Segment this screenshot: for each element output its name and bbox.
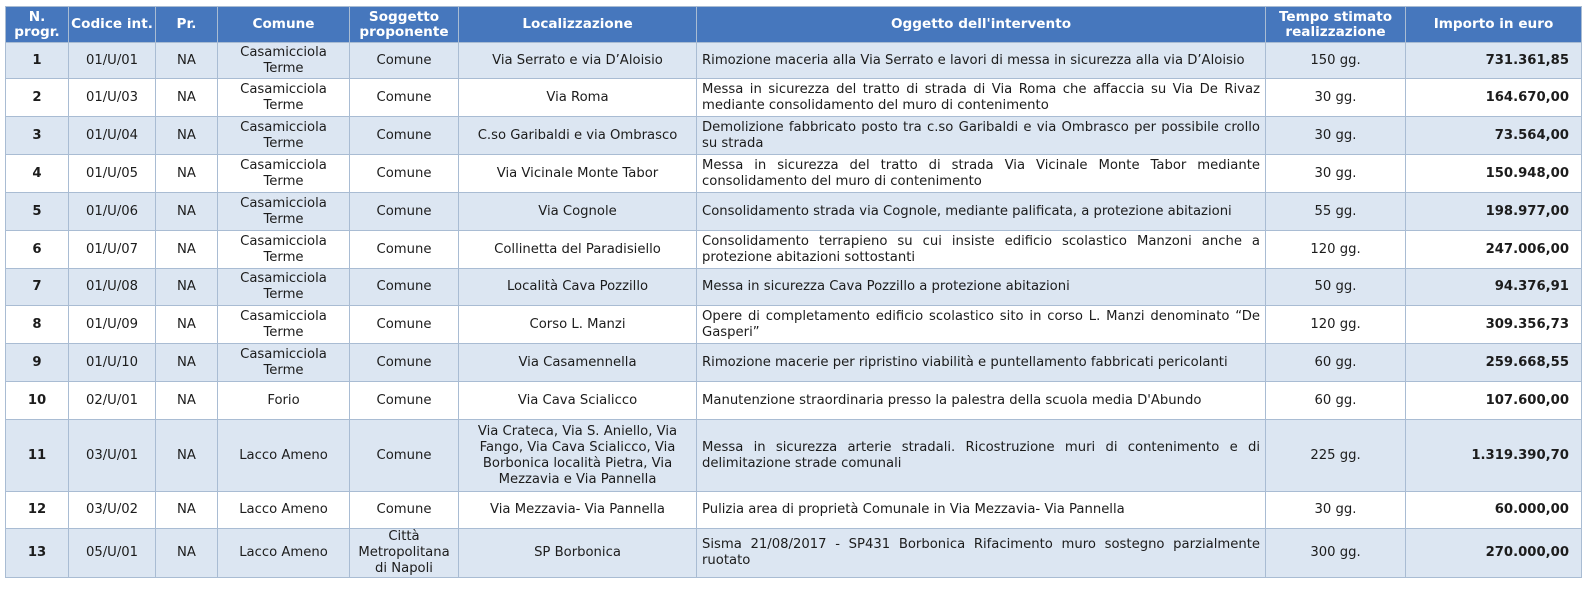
- cell-n-progr: 6: [6, 231, 69, 269]
- header-comune: Comune: [218, 7, 350, 43]
- cell-localizzazione: Via Vicinale Monte Tabor: [459, 155, 697, 193]
- cell-localizzazione: Località Cava Pozzillo: [459, 269, 697, 306]
- cell-comune: Casamicciola Terme: [218, 344, 350, 382]
- cell-tempo: 225 gg.: [1266, 420, 1406, 492]
- cell-oggetto: Messa in sicurezza del tratto di strada Via Vicinale Monte Tabor mediante consolidamento del muro di contenimento: [697, 155, 1266, 193]
- cell-n-progr: 1: [6, 43, 69, 79]
- cell-codice: 01/U/07: [69, 231, 156, 269]
- cell-pr: NA: [156, 117, 218, 155]
- cell-comune: Lacco Ameno: [218, 529, 350, 578]
- cell-comune: Casamicciola Terme: [218, 193, 350, 231]
- cell-importo: 259.668,55: [1406, 344, 1582, 382]
- cell-oggetto: Messa in sicurezza Cava Pozzillo a protezione abitazioni: [697, 269, 1266, 306]
- cell-codice: 03/U/02: [69, 492, 156, 529]
- cell-soggetto: Comune: [350, 420, 459, 492]
- cell-tempo: 300 gg.: [1266, 529, 1406, 578]
- cell-n-progr: 11: [6, 420, 69, 492]
- interventions-table-wrapper: [5, 6, 1582, 578]
- cell-importo: 164.670,00: [1406, 79, 1582, 117]
- cell-comune: Casamicciola Terme: [218, 306, 350, 344]
- table-row: [6, 382, 1582, 420]
- cell-importo: 1.319.390,70: [1406, 420, 1582, 492]
- table-row: [6, 269, 1582, 306]
- cell-tempo: 60 gg.: [1266, 382, 1406, 420]
- header-tempo: Tempo stimato realizzazione: [1266, 7, 1406, 43]
- cell-comune: Lacco Ameno: [218, 420, 350, 492]
- table-row: [6, 420, 1582, 492]
- cell-tempo: 30 gg.: [1266, 117, 1406, 155]
- cell-importo: 247.006,00: [1406, 231, 1582, 269]
- cell-tempo: 50 gg.: [1266, 269, 1406, 306]
- table-row: [6, 306, 1582, 344]
- cell-oggetto: Demolizione fabbricato posto tra c.so Garibaldi e via Ombrasco per possibile crollo su strada: [697, 117, 1266, 155]
- cell-n-progr: 10: [6, 382, 69, 420]
- cell-pr: NA: [156, 193, 218, 231]
- table-row: [6, 43, 1582, 79]
- cell-n-progr: 2: [6, 79, 69, 117]
- cell-codice: 02/U/01: [69, 382, 156, 420]
- cell-pr: NA: [156, 231, 218, 269]
- cell-oggetto: Consolidamento strada via Cognole, mediante palificata, a protezione abitazioni: [697, 193, 1266, 231]
- cell-localizzazione: C.so Garibaldi e via Ombrasco: [459, 117, 697, 155]
- cell-codice: 05/U/01: [69, 529, 156, 578]
- cell-n-progr: 5: [6, 193, 69, 231]
- cell-codice: 01/U/10: [69, 344, 156, 382]
- cell-pr: NA: [156, 529, 218, 578]
- cell-importo: 94.376,91: [1406, 269, 1582, 306]
- cell-comune: Casamicciola Terme: [218, 231, 350, 269]
- cell-localizzazione: Via Cognole: [459, 193, 697, 231]
- cell-soggetto: Comune: [350, 193, 459, 231]
- cell-soggetto: Comune: [350, 117, 459, 155]
- cell-localizzazione: Via Casamennella: [459, 344, 697, 382]
- cell-n-progr: 4: [6, 155, 69, 193]
- cell-oggetto: Pulizia area di proprietà Comunale in Via Mezzavia- Via Pannella: [697, 492, 1266, 529]
- cell-tempo: 60 gg.: [1266, 344, 1406, 382]
- cell-localizzazione: Corso L. Manzi: [459, 306, 697, 344]
- table-row: [6, 529, 1582, 578]
- cell-oggetto: Manutenzione straordinaria presso la palestra della scuola media D'Abundo: [697, 382, 1266, 420]
- cell-localizzazione: Via Crateca, Via S. Aniello, Via Fango, Via Cava Scialicco, Via Borbonica località Pietra, Via Mezzavia e Via Pannella: [459, 420, 697, 492]
- cell-pr: NA: [156, 382, 218, 420]
- cell-codice: 01/U/01: [69, 43, 156, 79]
- cell-oggetto: Messa in sicurezza arterie stradali. Ricostruzione muri di contenimento e di delimitazione strade comunali: [697, 420, 1266, 492]
- cell-pr: NA: [156, 79, 218, 117]
- cell-n-progr: 13: [6, 529, 69, 578]
- cell-n-progr: 8: [6, 306, 69, 344]
- cell-soggetto: Comune: [350, 306, 459, 344]
- cell-pr: NA: [156, 306, 218, 344]
- cell-pr: NA: [156, 344, 218, 382]
- cell-n-progr: 3: [6, 117, 69, 155]
- cell-importo: 107.600,00: [1406, 382, 1582, 420]
- header-importo: Importo in euro: [1406, 7, 1582, 43]
- header-n-progr: N. progr.: [6, 7, 69, 43]
- cell-importo: 731.361,85: [1406, 43, 1582, 79]
- header-row: [6, 7, 1582, 43]
- cell-soggetto: Comune: [350, 344, 459, 382]
- cell-codice: 01/U/03: [69, 79, 156, 117]
- header-pr: Pr.: [156, 7, 218, 43]
- interventions-table: [5, 6, 1582, 578]
- cell-pr: NA: [156, 420, 218, 492]
- cell-comune: Forio: [218, 382, 350, 420]
- cell-soggetto: Comune: [350, 492, 459, 529]
- cell-pr: NA: [156, 155, 218, 193]
- table-row: [6, 117, 1582, 155]
- table-row: [6, 193, 1582, 231]
- cell-soggetto: Comune: [350, 231, 459, 269]
- cell-soggetto: Comune: [350, 43, 459, 79]
- table-row: [6, 231, 1582, 269]
- table-row: [6, 155, 1582, 193]
- table-row: [6, 79, 1582, 117]
- cell-codice: 01/U/04: [69, 117, 156, 155]
- table-row: [6, 344, 1582, 382]
- cell-pr: NA: [156, 43, 218, 79]
- cell-pr: NA: [156, 492, 218, 529]
- cell-n-progr: 9: [6, 344, 69, 382]
- cell-comune: Casamicciola Terme: [218, 79, 350, 117]
- cell-oggetto: Rimozione macerie per ripristino viabilità e puntellamento fabbricati pericolanti: [697, 344, 1266, 382]
- cell-importo: 309.356,73: [1406, 306, 1582, 344]
- cell-tempo: 55 gg.: [1266, 193, 1406, 231]
- cell-codice: 03/U/01: [69, 420, 156, 492]
- cell-importo: 198.977,00: [1406, 193, 1582, 231]
- cell-n-progr: 12: [6, 492, 69, 529]
- cell-n-progr: 7: [6, 269, 69, 306]
- cell-comune: Casamicciola Terme: [218, 117, 350, 155]
- cell-tempo: 120 gg.: [1266, 231, 1406, 269]
- cell-oggetto: Rimozione maceria alla Via Serrato e lavori di messa in sicurezza alla via D’Aloisio: [697, 43, 1266, 79]
- header-codice: Codice int.: [69, 7, 156, 43]
- cell-soggetto: Comune: [350, 269, 459, 306]
- cell-codice: 01/U/08: [69, 269, 156, 306]
- cell-tempo: 150 gg.: [1266, 43, 1406, 79]
- cell-codice: 01/U/06: [69, 193, 156, 231]
- cell-codice: 01/U/05: [69, 155, 156, 193]
- header-oggetto: Oggetto dell'intervento: [697, 7, 1266, 43]
- cell-localizzazione: Via Mezzavia- Via Pannella: [459, 492, 697, 529]
- header-localizzazione: Localizzazione: [459, 7, 697, 43]
- cell-codice: 01/U/09: [69, 306, 156, 344]
- cell-importo: 150.948,00: [1406, 155, 1582, 193]
- cell-oggetto: Consolidamento terrapieno su cui insiste edificio scolastico Manzoni anche a protezione abitazioni sottostanti: [697, 231, 1266, 269]
- cell-localizzazione: SP Borbonica: [459, 529, 697, 578]
- cell-localizzazione: Via Cava Scialicco: [459, 382, 697, 420]
- cell-soggetto: Comune: [350, 79, 459, 117]
- table-row: [6, 492, 1582, 529]
- cell-tempo: 30 gg.: [1266, 492, 1406, 529]
- cell-importo: 270.000,00: [1406, 529, 1582, 578]
- cell-tempo: 30 gg.: [1266, 79, 1406, 117]
- cell-soggetto: Comune: [350, 382, 459, 420]
- cell-importo: 73.564,00: [1406, 117, 1582, 155]
- cell-localizzazione: Via Serrato e via D’Aloisio: [459, 43, 697, 79]
- cell-soggetto: Città Metropolitana di Napoli: [350, 529, 459, 578]
- cell-soggetto: Comune: [350, 155, 459, 193]
- cell-pr: NA: [156, 269, 218, 306]
- cell-comune: Casamicciola Terme: [218, 155, 350, 193]
- cell-importo: 60.000,00: [1406, 492, 1582, 529]
- header-soggetto: Soggetto proponente: [350, 7, 459, 43]
- cell-tempo: 120 gg.: [1266, 306, 1406, 344]
- cell-comune: Casamicciola Terme: [218, 43, 350, 79]
- cell-oggetto: Sisma 21/08/2017 - SP431 Borbonica Rifacimento muro sostegno parzialmente ruotato: [697, 529, 1266, 578]
- cell-comune: Lacco Ameno: [218, 492, 350, 529]
- cell-localizzazione: Via Roma: [459, 79, 697, 117]
- cell-oggetto: Messa in sicurezza del tratto di strada di Via Roma che affaccia su Via De Rivaz mediante consolidamento del muro di contenimento: [697, 79, 1266, 117]
- cell-localizzazione: Collinetta del Paradisiello: [459, 231, 697, 269]
- cell-oggetto: Opere di completamento edificio scolastico sito in corso L. Manzi denominato “De Gasperi”: [697, 306, 1266, 344]
- cell-comune: Casamicciola Terme: [218, 269, 350, 306]
- cell-tempo: 30 gg.: [1266, 155, 1406, 193]
